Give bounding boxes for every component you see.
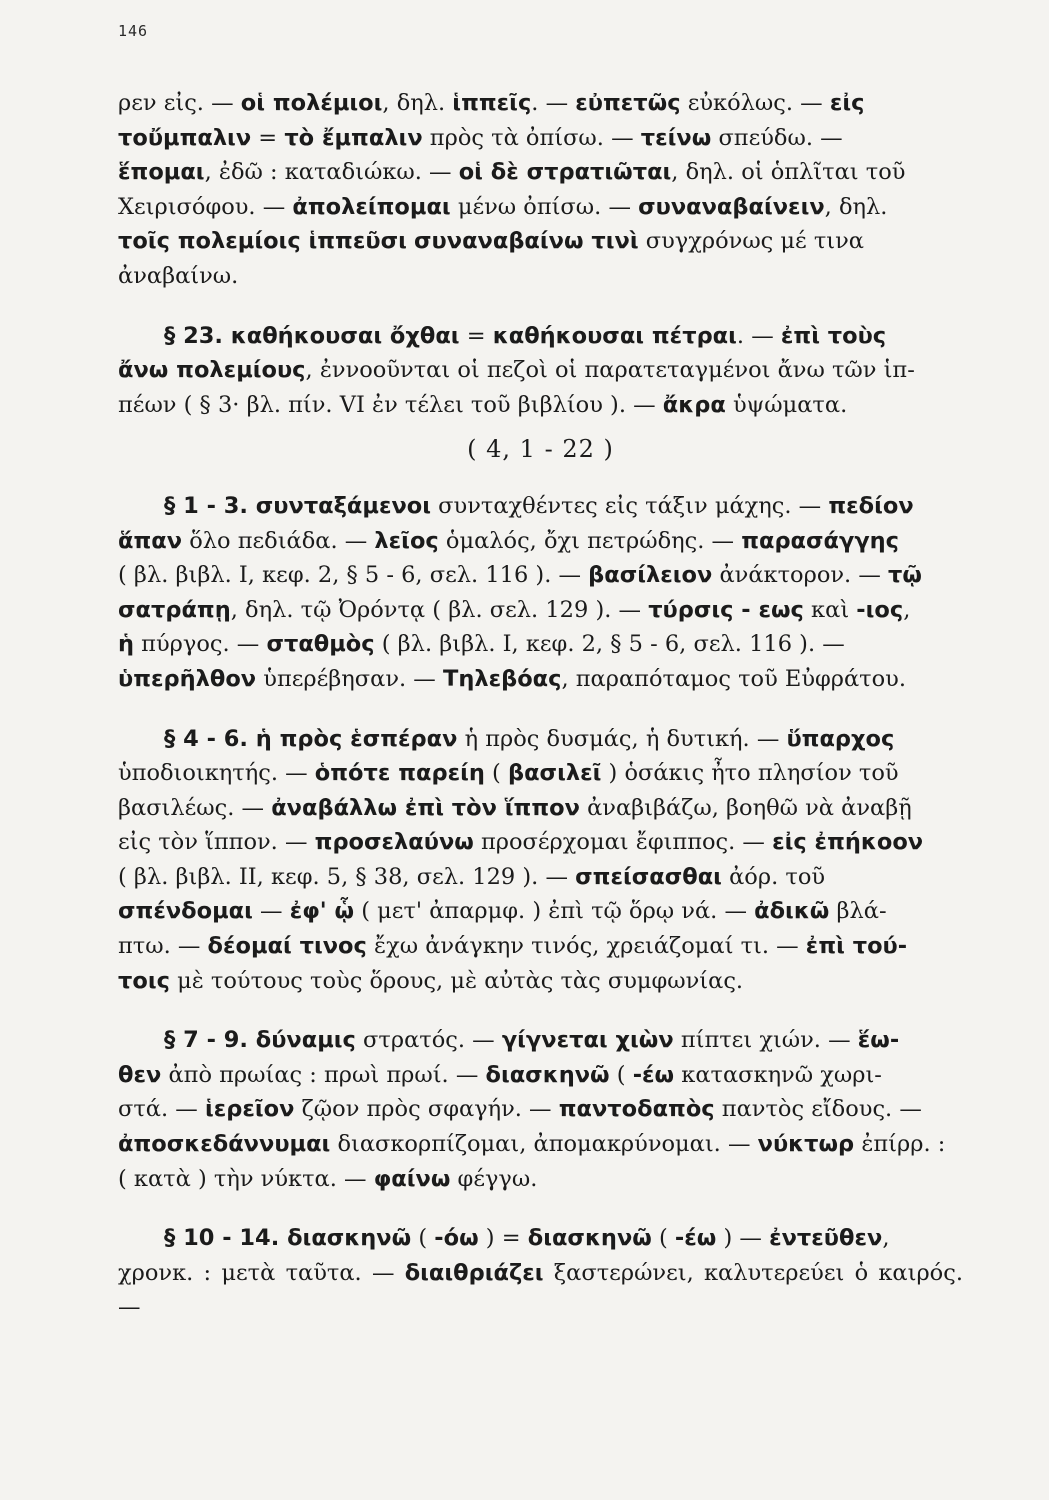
gloss-text: ( bbox=[609, 1061, 633, 1088]
section-heading: ( 4, 1 - 22 ) bbox=[467, 435, 614, 464]
gloss-text: , δηλ. τῷ Ὀρόντᾳ ( βλ. σελ. 129 ). — bbox=[230, 596, 649, 623]
paragraph bbox=[118, 86, 963, 294]
text-line bbox=[118, 593, 963, 628]
gloss-text: ὑποδιοικητής. — bbox=[118, 760, 315, 787]
text-line bbox=[118, 825, 963, 860]
lemma-term: -όω bbox=[434, 1225, 479, 1252]
gloss-text: σπεύδω. — bbox=[711, 124, 843, 151]
gloss-text: ὁμαλός, ὄχι πετρώδης. — bbox=[438, 527, 742, 554]
lemma-term: προσελαύνω bbox=[314, 829, 474, 856]
lemma-term: ὁπότε παρείη bbox=[314, 760, 485, 787]
gloss-text: ἡ πρὸς δυσμάς, ἡ δυτική. — bbox=[457, 725, 787, 752]
gloss-text: ἀναβιβάζω, βοηθῶ νὰ ἀναβῇ bbox=[579, 794, 912, 821]
text-line bbox=[118, 86, 963, 121]
lemma-term: παρασάγγης bbox=[741, 527, 899, 554]
lemma-term: § 1 - 3. bbox=[164, 492, 256, 519]
lemma-term: ὕπαρχος bbox=[786, 725, 895, 752]
gloss-text: ( bbox=[411, 1225, 435, 1252]
lemma-term: διασκηνῶ bbox=[287, 1225, 412, 1252]
lemma-term: -έω bbox=[632, 1061, 675, 1088]
lemma-term: -ιος bbox=[856, 596, 904, 623]
gloss-text: ἀπὸ πρωίας : πρωὶ πρωί. — bbox=[161, 1061, 486, 1088]
text-line bbox=[118, 860, 963, 895]
text-line bbox=[118, 524, 963, 559]
text-line bbox=[118, 1058, 963, 1093]
page-number: 146 bbox=[118, 22, 149, 40]
lemma-term: σπένδομαι bbox=[118, 898, 253, 925]
lemma-term: καθήκουσαι πέτραι bbox=[492, 322, 737, 349]
text-line bbox=[118, 627, 963, 662]
lemma-term: φαίνω bbox=[373, 1165, 451, 1192]
text-line bbox=[118, 1256, 963, 1325]
gloss-text: , δηλ. bbox=[382, 90, 453, 116]
text-line bbox=[118, 929, 963, 964]
lemma-term: εἰς ἐπήκοον bbox=[772, 829, 924, 856]
lemma-term: πεδίον bbox=[828, 492, 914, 519]
lemma-term: εἰς bbox=[829, 90, 865, 116]
lemma-term: οἱ πολέμιοι bbox=[240, 90, 383, 116]
gloss-text: συγχρόνως μέ τινα bbox=[638, 228, 864, 255]
gloss-text: , bbox=[882, 1225, 890, 1252]
gloss-text bbox=[407, 228, 414, 254]
gloss-text: , ἐδῶ : καταδιώκω. — bbox=[204, 159, 459, 186]
gloss-text: ξαστερώνει, καλυτερεύει ὁ καιρός. — bbox=[118, 1259, 963, 1321]
lemma-term: συναναβαίνω τινὶ bbox=[414, 228, 639, 255]
text-line bbox=[118, 791, 963, 826]
lemma-term: τοῖς πολεμίοις ἱππεῦσι bbox=[118, 228, 407, 255]
text-line bbox=[118, 1023, 963, 1058]
lemma-term: σπείσασθαι bbox=[575, 863, 722, 890]
gloss-text: συνταχθέντες εἰς τάξιν μάχης. — bbox=[431, 492, 829, 519]
text-line bbox=[118, 259, 963, 294]
lemma-term: γίγνεται χιὼν bbox=[501, 1027, 674, 1054]
gloss-text: παντὸς εἴδους. — bbox=[714, 1096, 922, 1123]
lemma-term: -έω bbox=[674, 1225, 717, 1252]
lemma-term: ἄκρα bbox=[662, 391, 726, 418]
lemma-term: ἀναβάλλω ἐπὶ τὸν ἵππον bbox=[271, 794, 580, 821]
gloss-text: ρεν εἰς. — bbox=[118, 90, 241, 116]
gloss-text: ) — bbox=[716, 1225, 770, 1252]
gloss-text: διασκορπίζομαι, ἀπομακρύνομαι. — bbox=[330, 1131, 758, 1158]
text-line bbox=[118, 1162, 963, 1197]
lemma-term: ἀπολείπομαι bbox=[292, 193, 451, 220]
lemma-term: ἀποσκεδάννυμαι bbox=[118, 1131, 331, 1158]
gloss-text: πίπτει χιών. — bbox=[673, 1027, 858, 1054]
paragraph-gap bbox=[118, 1196, 963, 1221]
gloss-text: βασιλέως. — bbox=[118, 794, 272, 821]
gloss-text: ( κατὰ ) τὴν νύκτα. — bbox=[118, 1165, 374, 1192]
lemma-term: βασιλεῖ bbox=[507, 760, 602, 787]
lemma-term: εὐπετῶς bbox=[575, 90, 681, 116]
gloss-text: — bbox=[252, 898, 290, 925]
lemma-term: οἱ δὲ στρατιῶται bbox=[458, 159, 672, 186]
text-line bbox=[118, 722, 963, 757]
gloss-text: . — bbox=[736, 322, 781, 349]
gloss-text: μένω ὀπίσω. — bbox=[450, 193, 639, 220]
lemma-term: ἡ πρὸς ἑσπέραν bbox=[255, 725, 458, 752]
gloss-text: ) ὁσάκις ἦτο πλησίον τοῦ bbox=[601, 760, 899, 787]
text-line bbox=[118, 1221, 963, 1256]
gloss-text: ( bbox=[651, 1225, 675, 1252]
gloss-text: πτω. — bbox=[118, 933, 208, 960]
paragraph bbox=[118, 489, 963, 697]
lemma-term: παντοδαπὸς bbox=[558, 1096, 715, 1123]
gloss-text: , ἐννοοῦνται οἱ πεζοὶ οἱ παρατεταγμένοι ἄνω τῶν ἱπ- bbox=[305, 357, 915, 384]
gloss-text: κατασκηνῶ χωρι- bbox=[674, 1061, 882, 1088]
gloss-text: ζῷον πρὸς σφαγήν. — bbox=[294, 1096, 559, 1123]
text-line bbox=[118, 1127, 963, 1162]
gloss-text: στά. — bbox=[118, 1096, 205, 1123]
gloss-text: ὑπερέβησαν. — bbox=[256, 665, 443, 692]
gloss-text: καὶ bbox=[803, 596, 857, 623]
gloss-text: ἐπίρρ. : bbox=[854, 1131, 946, 1158]
lemma-term: ἐπὶ τοὺς bbox=[780, 322, 887, 349]
lemma-term: λεῖος bbox=[374, 527, 439, 554]
gloss-text: στρατός. — bbox=[355, 1027, 502, 1054]
gloss-text: χρονκ. : μετὰ ταῦτα. — bbox=[118, 1259, 405, 1286]
gloss-text: ) = bbox=[478, 1225, 528, 1252]
text-line bbox=[118, 558, 963, 593]
lemma-term: ἐπὶ τού- bbox=[805, 933, 908, 960]
gloss-text: ἔχω ἀνάγκην τινός, χρειάζομαί τι. — bbox=[366, 933, 806, 960]
lemma-term: συναναβαίνειν bbox=[638, 193, 825, 220]
gloss-text: ἀναβαίνω. bbox=[118, 262, 239, 289]
gloss-text: φέγγω. bbox=[450, 1165, 538, 1192]
lemma-term: ἡ bbox=[118, 631, 135, 658]
lemma-term: ἄνω πολεμίους bbox=[118, 357, 306, 384]
lemma-term: τῷ bbox=[888, 562, 922, 589]
gloss-text: , δηλ. bbox=[824, 193, 888, 220]
gloss-text: πύργος. — bbox=[134, 631, 267, 658]
gloss-text: ( βλ. βιβλ. ΙΙ, κεφ. 5, § 38, σελ. 129 ). — bbox=[118, 863, 576, 890]
lemma-term: σταθμὸς bbox=[266, 631, 375, 658]
commentary-part-2 bbox=[118, 489, 963, 1325]
lemma-term: δέομαί τινος bbox=[207, 933, 367, 960]
lemma-term: διασκηνῶ bbox=[485, 1061, 610, 1088]
gloss-text: ὅλο πεδιάδα. — bbox=[182, 527, 375, 554]
gloss-text: ( μετ' ἀπαρμφ. ) ἐπὶ τῷ ὅρῳ νά. — bbox=[354, 898, 755, 925]
gloss-text: εἰς τὸν ἵππον. — bbox=[118, 829, 315, 856]
paragraph bbox=[118, 319, 963, 423]
lemma-term: ἱππεῖς bbox=[452, 90, 532, 116]
lemma-term: διασκηνῶ bbox=[527, 1225, 652, 1252]
text-line bbox=[118, 121, 963, 156]
gloss-text: βλά- bbox=[829, 898, 887, 925]
lemma-term: ἐφ' ᾧ bbox=[289, 898, 355, 925]
text-line bbox=[118, 894, 963, 929]
text-line bbox=[118, 224, 963, 259]
lemma-term: § 23. bbox=[164, 322, 231, 349]
lemma-term: τείνω bbox=[640, 124, 712, 151]
gloss-text: προσέρχομαι ἔφιππος. — bbox=[473, 829, 773, 856]
lemma-term: τοὔμπαλιν bbox=[118, 124, 252, 151]
paragraph bbox=[118, 1221, 963, 1325]
lemma-term: βασίλειον bbox=[588, 562, 713, 589]
lemma-term: σατράπῃ bbox=[118, 596, 231, 623]
commentary-part-1 bbox=[118, 86, 963, 422]
paragraph bbox=[118, 722, 963, 999]
paragraph-gap bbox=[118, 294, 963, 319]
gloss-text: , bbox=[903, 596, 911, 623]
lemma-term: συνταξάμενοι bbox=[255, 492, 432, 519]
text-line bbox=[118, 964, 963, 999]
lemma-term: § 10 - 14. bbox=[164, 1225, 288, 1252]
gloss-text: ( βλ. βιβλ. Ι, κεφ. 2, § 5 - 6, σελ. 116 ). — bbox=[374, 631, 845, 658]
lemma-term: νύκτωρ bbox=[757, 1131, 855, 1158]
lemma-term: καθήκουσαι ὄχθαι bbox=[230, 322, 460, 349]
text-line bbox=[118, 155, 963, 190]
gloss-text: ἀνάκτορον. — bbox=[712, 562, 889, 589]
gloss-text: ( bbox=[484, 760, 508, 787]
gloss-text: . — bbox=[531, 90, 576, 116]
gloss-text: ( βλ. βιβλ. Ι, κεφ. 2, § 5 - 6, σελ. 116 ). — bbox=[118, 562, 589, 589]
lemma-term: ἱερεῖον bbox=[204, 1096, 295, 1123]
text-line bbox=[118, 1092, 963, 1127]
gloss-text: ὑψώματα. bbox=[725, 391, 848, 418]
lemma-term: δύναμις bbox=[255, 1027, 356, 1054]
lemma-term: θεν bbox=[118, 1061, 162, 1088]
lemma-term: ἅπαν bbox=[118, 527, 183, 554]
paragraph-gap bbox=[118, 697, 963, 722]
gloss-text: ἀόρ. τοῦ bbox=[721, 863, 826, 890]
text-line bbox=[118, 190, 963, 225]
lemma-term: ἕω- bbox=[857, 1027, 900, 1054]
lemma-term: ἀδικῶ bbox=[754, 898, 830, 925]
lemma-term: § 7 - 9. bbox=[164, 1027, 256, 1054]
gloss-text: = bbox=[251, 124, 285, 151]
lemma-term: τοις bbox=[118, 967, 170, 994]
lemma-term: τύρσις - εως bbox=[648, 596, 804, 623]
text-line bbox=[118, 756, 963, 791]
gloss-text: μὲ τούτους τοὺς ὅρους, μὲ αὐτὰς τὰς συμφωνίας. bbox=[169, 967, 744, 994]
text-line bbox=[118, 319, 963, 354]
page-body bbox=[118, 86, 963, 1325]
text-line bbox=[118, 662, 963, 697]
lemma-term: ἕπομαι bbox=[118, 159, 205, 186]
lemma-term: ὑπερῆλθον bbox=[118, 665, 257, 692]
lemma-term: ἐντεῦθεν bbox=[769, 1225, 883, 1252]
gloss-text: , παραπόταμος τοῦ Εὐφράτου. bbox=[561, 665, 906, 692]
lemma-term: διαιθριάζει bbox=[404, 1259, 544, 1286]
lemma-term: τὸ ἔμπαλιν bbox=[284, 124, 423, 151]
gloss-text: = bbox=[459, 322, 493, 349]
text-line bbox=[118, 353, 963, 388]
lemma-term: Τηλεβόας bbox=[442, 665, 562, 692]
text-line bbox=[118, 489, 963, 524]
gloss-text: , δηλ. οἱ ὁπλῖται τοῦ bbox=[671, 159, 906, 186]
gloss-text: εὐκόλως. — bbox=[680, 90, 830, 116]
lemma-term: § 4 - 6. bbox=[164, 725, 256, 752]
gloss-text: πρὸς τὰ ὀπίσω. — bbox=[422, 124, 641, 151]
paragraph bbox=[118, 1023, 963, 1196]
paragraph-gap bbox=[118, 998, 963, 1023]
gloss-text: Χειρισόφου. — bbox=[118, 193, 293, 220]
text-line bbox=[118, 388, 963, 423]
gloss-text: πέων ( § 3· βλ. πίν. VI ἐν τέλει τοῦ βιβλίου ). — bbox=[118, 391, 663, 418]
